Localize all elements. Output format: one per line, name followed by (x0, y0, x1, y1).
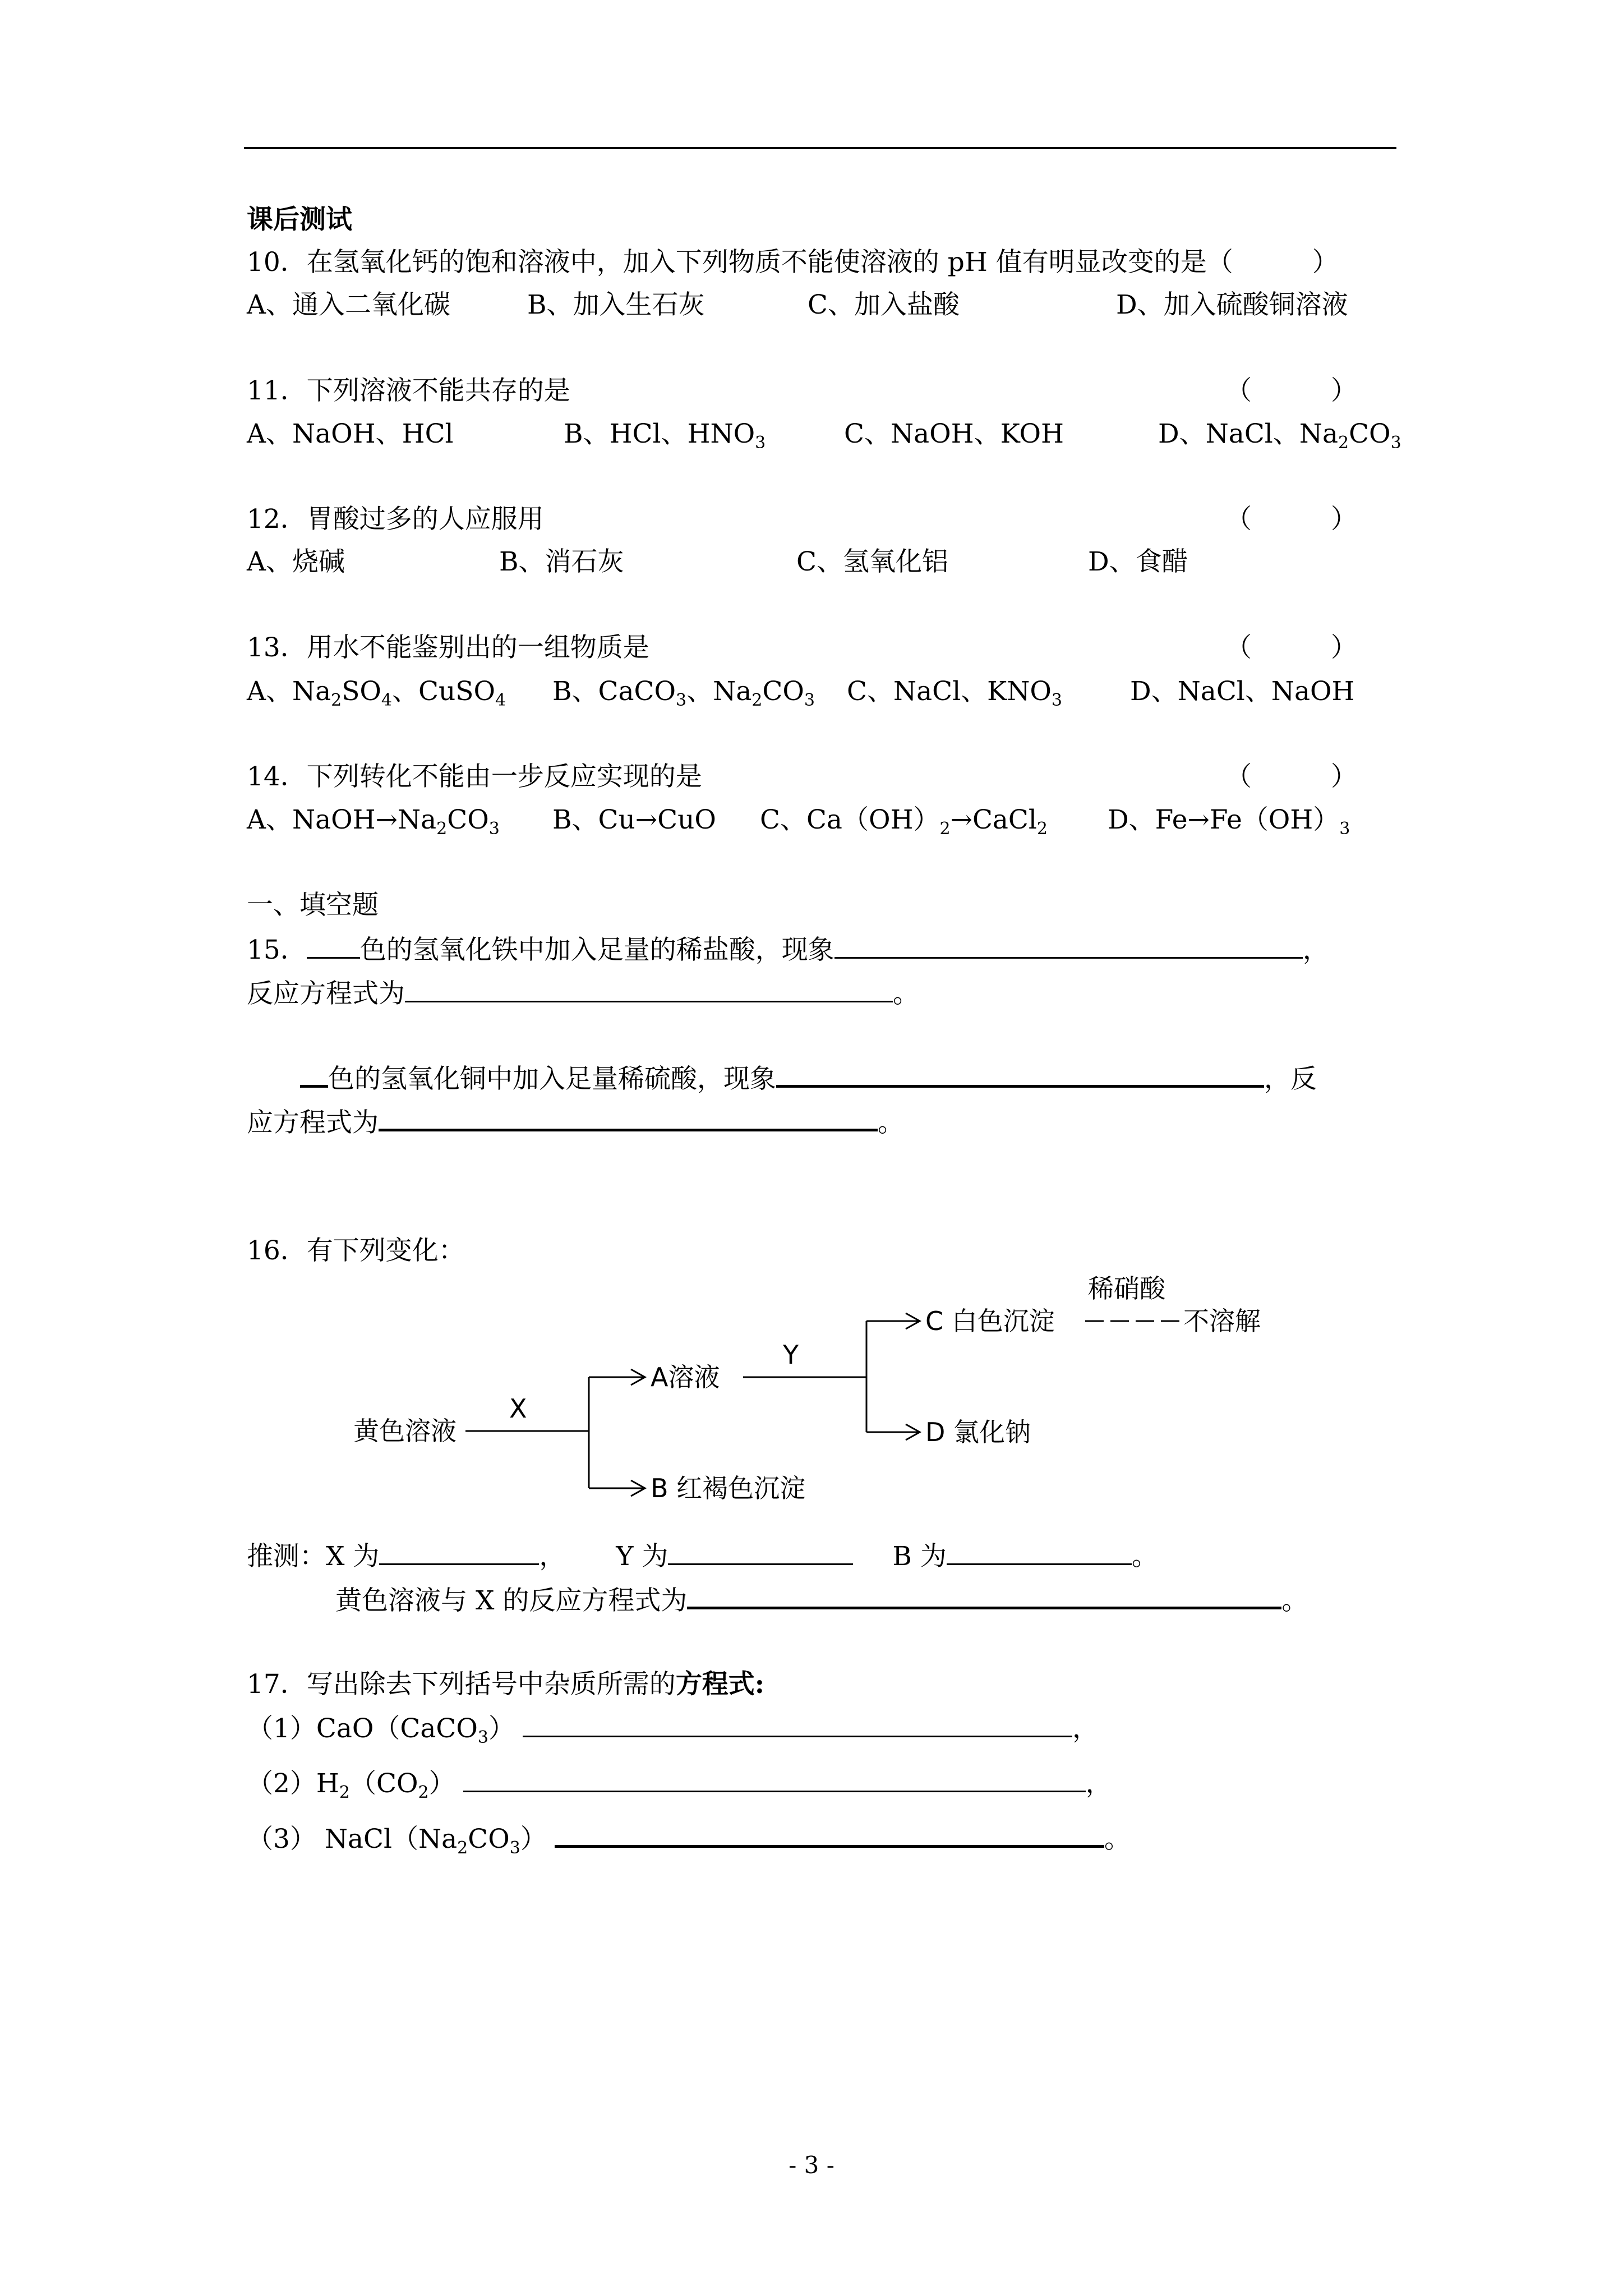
q17-item-3: （3） $NaCl(Na_2CO_3)$ 。 (247, 1820, 1131, 1856)
q11-paren: （ ） (1225, 375, 1357, 406)
q15-line-4: 应方程式为 。 (247, 1104, 904, 1140)
label-x: X (509, 1393, 527, 1424)
q15-color-blank-1[interactable] (307, 932, 360, 959)
q17-answer-blank-2[interactable] (463, 1766, 1086, 1792)
label-d-sodium-chloride: D 氯化钠 (925, 1417, 1031, 1447)
q16-stem: 16．有下列变化： (247, 1235, 465, 1266)
label-y: Y (783, 1340, 799, 1370)
q14-stem: 14．下列转化不能由一步反应实现的是 (247, 761, 702, 792)
q16-equation-line: 黄色溶液与 X 的反应方程式为 。 (335, 1582, 1308, 1618)
label-b-red-brown-precipitate: B 红褐色沉淀 (651, 1473, 806, 1503)
q12-option-a: A、烧碱 (247, 546, 345, 577)
q17-item-1: （1）CaO（CaCO$_3$） ， (247, 1711, 1099, 1746)
q12-paren: （ ） (1225, 504, 1357, 535)
q10-option-b: B、加入生石灰 (527, 289, 705, 320)
q14-option-b: B、Cu→CuO (552, 804, 716, 835)
label-a-solution: A溶液 (651, 1362, 720, 1392)
q10-option-a: A、通入二氧化碳 (247, 289, 450, 320)
q10-option-c: C、加入盐酸 (808, 289, 960, 320)
q14-option-d: D、$Fe\to Fe(OH)_3$ (1108, 804, 1350, 839)
q14-option-a: A、$NaOH\to Na_2CO_3$ (247, 804, 500, 839)
q11-stem: 11．下列溶液不能共存的是 (247, 375, 570, 406)
q16-inference-line: 推测：X 为 ， Y 为 B 为 。 (247, 1539, 1158, 1573)
section-title: 课后测试 (247, 204, 352, 235)
q17-item-2: $(2)H_2(CO_2)$ ， (247, 1766, 1112, 1801)
y-answer-blank[interactable] (668, 1539, 853, 1565)
b-answer-blank[interactable] (947, 1539, 1132, 1565)
label-insoluble: 不溶解 (1183, 1306, 1261, 1336)
label-c-white-precipitate: C 白色沉淀 (925, 1306, 1055, 1336)
q12-stem: 12．胃酸过多的人应服用 (247, 504, 544, 535)
x-answer-blank[interactable] (379, 1539, 539, 1565)
q15-phenomenon-blank-2[interactable] (776, 1060, 1264, 1088)
q10-stem: 10．在氢氧化钙的饱和溶液中，加入下列物质不能使溶液的 pH 值有明显改变的是（ ） (247, 247, 1339, 278)
q15-phenomenon-blank-1[interactable] (834, 932, 1303, 959)
q15-color-blank-2[interactable] (300, 1060, 328, 1088)
q14-paren: （ ） (1225, 761, 1357, 792)
label-yellow-solution: 黄色溶液 (353, 1416, 457, 1446)
q11-option-c: C、NaOH、KOH (844, 418, 1064, 449)
q10-option-d: D、加入硫酸铜溶液 (1116, 289, 1348, 320)
diagram-lines (465, 1313, 1179, 1496)
q17-answer-blank-1[interactable] (523, 1711, 1072, 1737)
q15-line-3: 色的氢氧化铜中加入足量稀硫酸，现象 ，反 (300, 1060, 1317, 1096)
q13-option-c: C、NaCl、$KNO_3$ (847, 676, 1062, 710)
q15-line-1: 15． 色的氢氧化铁中加入足量的稀盐酸，现象 ， (247, 932, 1329, 967)
q17-answer-blank-3[interactable] (555, 1820, 1104, 1848)
reaction-diagram (331, 1265, 1312, 1523)
q15-line-2: 反应方程式为 。 (247, 976, 919, 1011)
q16-equation-blank[interactable] (687, 1582, 1281, 1609)
fill-section-title: 一、填空题 (247, 890, 379, 921)
q12-option-d: D、食醋 (1088, 546, 1188, 577)
page-number: - 3 - (789, 2151, 834, 2179)
q13-stem: 13．用水不能鉴别出的一组物质是 (247, 632, 649, 663)
q13-option-b: B、CaCO$_3$、$Na_2CO_3$ (552, 676, 815, 710)
q12-option-b: B、消石灰 (499, 546, 624, 577)
q11-option-d: D、NaCl、$Na_2CO_3$ (1158, 418, 1401, 453)
q13-paren: （ ） (1225, 632, 1357, 663)
q11-option-b: B、HCl、$HNO_3$ (564, 418, 766, 453)
q15-equation-blank-1[interactable] (405, 976, 893, 1002)
q13-option-a: A、$Na_2SO_4$、CuSO$_4$ (247, 676, 506, 710)
q11-option-a: A、NaOH、HCl (247, 418, 454, 449)
label-dilute-nitric-acid: 稀硝酸 (1088, 1273, 1165, 1304)
q13-option-d: D、NaCl、NaOH (1130, 676, 1355, 707)
header-rule (244, 147, 1396, 149)
q14-option-c: C、$Ca(OH)_2\to CaCl_2$ (760, 804, 1048, 839)
q15-equation-blank-2[interactable] (379, 1104, 878, 1131)
q17-stem: 17．写出除去下列括号中杂质所需的方程式: (247, 1669, 765, 1700)
q12-option-c: C、氢氧化铝 (796, 546, 948, 577)
